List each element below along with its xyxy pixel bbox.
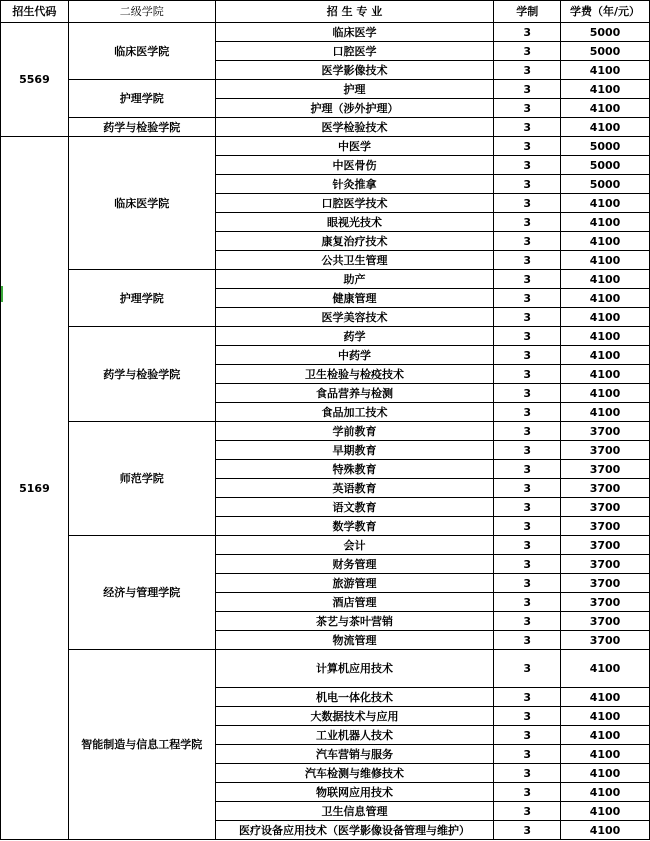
tuition-fee: 4100 [561,61,650,80]
college-name: 药学与检验学院 [68,327,215,422]
major-name: 汽车检测与维修技术 [215,764,494,783]
tuition-fee: 4100 [561,118,650,137]
major-name: 卫生检验与检疫技术 [215,365,494,384]
major-name: 食品营养与检测 [215,384,494,403]
program-years: 3 [494,612,561,631]
program-years: 3 [494,574,561,593]
major-name: 康复治疗技术 [215,232,494,251]
program-years: 3 [494,707,561,726]
table-row [1,118,650,137]
major-name: 药学 [215,327,494,346]
tuition-fee: 4100 [561,99,650,118]
major-name: 医学检验技术 [215,118,494,137]
tuition-fee: 4100 [561,232,650,251]
tuition-fee: 4100 [561,346,650,365]
tuition-fee: 3700 [561,612,650,631]
program-years: 3 [494,498,561,517]
major-name: 口腔医学技术 [215,194,494,213]
major-name: 临床医学 [215,23,494,42]
table-row [1,327,650,346]
program-years: 3 [494,802,561,821]
major-name: 医学美容技术 [215,308,494,327]
college-name: 药学与检验学院 [68,118,215,137]
tuition-fee: 4100 [561,289,650,308]
program-years: 3 [494,783,561,802]
program-years: 3 [494,327,561,346]
program-years: 3 [494,118,561,137]
tuition-fee: 3700 [561,479,650,498]
program-years: 3 [494,422,561,441]
program-years: 3 [494,61,561,80]
tuition-fee: 5000 [561,23,650,42]
program-years: 3 [494,593,561,612]
major-name: 语文教育 [215,498,494,517]
program-years: 3 [494,555,561,574]
tuition-fee: 5000 [561,156,650,175]
table-row [1,23,650,42]
tuition-fee: 4100 [561,384,650,403]
program-years: 3 [494,650,561,688]
table-row [1,422,650,441]
program-years: 3 [494,80,561,99]
major-name: 特殊教育 [215,460,494,479]
major-name: 英语教育 [215,479,494,498]
table-row [1,137,650,156]
tuition-fee: 5000 [561,137,650,156]
header-years: 学制 [494,1,561,23]
program-years: 3 [494,517,561,536]
program-years: 3 [494,194,561,213]
major-name: 口腔医学 [215,42,494,61]
table-row [1,270,650,289]
major-name: 公共卫生管理 [215,251,494,270]
header-college: 二级学院 [68,1,215,23]
major-name: 中医骨伤 [215,156,494,175]
tuition-fee: 4100 [561,783,650,802]
program-years: 3 [494,42,561,61]
tuition-fee: 4100 [561,251,650,270]
program-years: 3 [494,441,561,460]
major-name: 茶艺与茶叶营销 [215,612,494,631]
tuition-fee: 3700 [561,574,650,593]
college-name: 护理学院 [68,270,215,327]
program-years: 3 [494,536,561,555]
tuition-fee: 4100 [561,726,650,745]
tuition-fee: 3700 [561,460,650,479]
major-name: 助产 [215,270,494,289]
program-years: 3 [494,479,561,498]
major-name: 学前教育 [215,422,494,441]
admission-code: 5569 [1,23,69,137]
major-name: 财务管理 [215,555,494,574]
major-name: 酒店管理 [215,593,494,612]
program-years: 3 [494,460,561,479]
college-name: 临床医学院 [68,23,215,80]
major-name: 大数据技术与应用 [215,707,494,726]
major-name: 护理（涉外护理） [215,99,494,118]
major-name: 物联网应用技术 [215,783,494,802]
major-name: 汽车营销与服务 [215,745,494,764]
program-years: 3 [494,726,561,745]
program-years: 3 [494,688,561,707]
program-years: 3 [494,289,561,308]
tuition-fee: 4100 [561,213,650,232]
tuition-fee: 4100 [561,365,650,384]
tuition-fee: 4100 [561,194,650,213]
program-years: 3 [494,251,561,270]
tuition-fee: 4100 [561,802,650,821]
major-name: 针灸推拿 [215,175,494,194]
major-name: 医疗设备应用技术（医学影像设备管理与维护） [215,821,494,840]
tuition-fee: 3700 [561,631,650,650]
tuition-fee: 4100 [561,764,650,783]
tuition-fee: 5000 [561,175,650,194]
program-years: 3 [494,270,561,289]
header-row [1,1,650,23]
tuition-fee: 3700 [561,593,650,612]
program-years: 3 [494,175,561,194]
tuition-fee: 4100 [561,403,650,422]
tuition-fee: 3700 [561,536,650,555]
college-name: 师范学院 [68,422,215,536]
college-name: 经济与管理学院 [68,536,215,650]
tuition-fee: 4100 [561,270,650,289]
major-name: 护理 [215,80,494,99]
major-name: 数学教育 [215,517,494,536]
program-years: 3 [494,213,561,232]
major-name: 机电一体化技术 [215,688,494,707]
major-name: 会计 [215,536,494,555]
program-years: 3 [494,232,561,251]
tuition-fee: 4100 [561,821,650,840]
header-major: 招 生 专 业 [215,1,494,23]
tuition-fee: 4100 [561,707,650,726]
tuition-fee: 3700 [561,422,650,441]
major-name: 旅游管理 [215,574,494,593]
tuition-fee: 3700 [561,498,650,517]
major-name: 卫生信息管理 [215,802,494,821]
tuition-fee: 3700 [561,517,650,536]
program-years: 3 [494,99,561,118]
program-years: 3 [494,365,561,384]
major-name: 物流管理 [215,631,494,650]
tuition-fee: 4100 [561,688,650,707]
major-name: 健康管理 [215,289,494,308]
major-name: 医学影像技术 [215,61,494,80]
tuition-fee: 3700 [561,441,650,460]
tuition-fee: 4100 [561,650,650,688]
college-name: 临床医学院 [68,137,215,270]
program-years: 3 [494,23,561,42]
admission-code: 5169 [1,137,69,840]
tuition-fee: 4100 [561,327,650,346]
table-row [1,536,650,555]
major-name: 中医学 [215,137,494,156]
tuition-fee: 4100 [561,745,650,764]
tuition-fee: 4100 [561,80,650,99]
program-years: 3 [494,764,561,783]
major-name: 中药学 [215,346,494,365]
table-row [1,80,650,99]
program-years: 3 [494,745,561,764]
header-fee: 学费（年/元） [561,1,650,23]
college-name: 智能制造与信息工程学院 [68,650,215,840]
tuition-fee: 5000 [561,42,650,61]
major-name: 食品加工技术 [215,403,494,422]
program-years: 3 [494,631,561,650]
major-name: 眼视光技术 [215,213,494,232]
program-years: 3 [494,821,561,840]
program-years: 3 [494,403,561,422]
tuition-fee: 3700 [561,555,650,574]
program-years: 3 [494,308,561,327]
major-name: 工业机器人技术 [215,726,494,745]
college-name: 护理学院 [68,80,215,118]
major-name: 计算机应用技术 [215,650,494,688]
program-years: 3 [494,137,561,156]
table-row [1,650,650,688]
header-code: 招生代码 [1,1,69,23]
program-years: 3 [494,384,561,403]
tuition-fee: 4100 [561,308,650,327]
program-years: 3 [494,156,561,175]
program-years: 3 [494,346,561,365]
major-name: 早期教育 [215,441,494,460]
